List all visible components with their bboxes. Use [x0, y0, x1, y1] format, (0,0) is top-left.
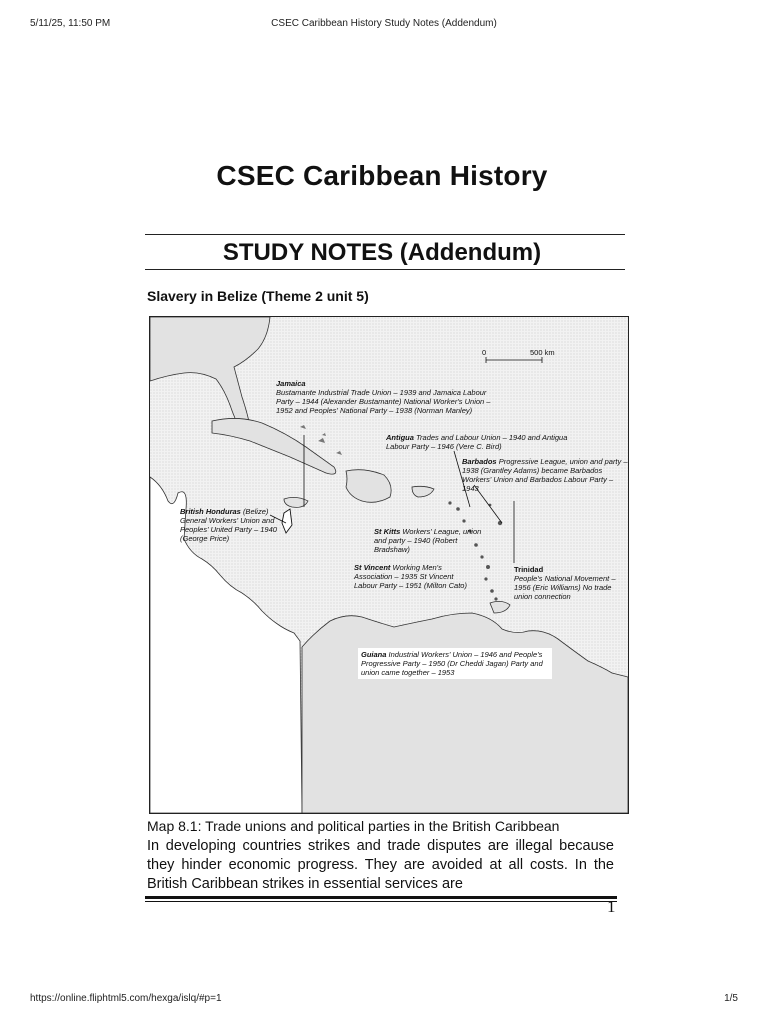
title-rule-top [145, 234, 625, 235]
map-label-st-vincent [354, 563, 474, 590]
print-footer [30, 993, 738, 1007]
map-label-barbados-name: Barbados [462, 457, 497, 466]
map-label-british-honduras [180, 507, 288, 543]
document-page [137, 42, 627, 957]
map-label-antigua [386, 433, 576, 451]
document-title: CSEC Caribbean History [216, 160, 548, 191]
map-label-st-kitts-name: St Kitts [374, 527, 401, 536]
map-label-jamaica [276, 379, 496, 415]
print-tab-title: CSEC Caribbean History Study Notes (Addendum) [271, 18, 497, 29]
map-label-british-honduras-name: British Honduras [180, 507, 241, 516]
footer-rule-thick [145, 896, 617, 899]
study-notes-title: STUDY NOTES (Addendum) [222, 239, 542, 266]
map-label-jamaica-text: Bustamante Industrial Trade Union – 1939 and Jamaica Labour Party – 1944 (Alexander Bustamante) National Worker's Union – 1952 and Peoples' National Party – 1938 (Norman Manley) [276, 388, 491, 415]
map-label-british-honduras-text: (Belize) General Workers' Union and Peoples' United Party – 1940 (George Price) [180, 507, 277, 543]
map-label-st-vincent-text: Working Men's Association – 1935 St Vincent Labour Party – 1951 (Milton Cato) [354, 563, 467, 590]
scale-distance: 500 km [530, 348, 555, 357]
map-label-st-kitts [374, 527, 484, 554]
map-label-st-kitts-text: Workers' League, union and party – 1940 (Robert Bradshaw) [374, 527, 482, 554]
section-heading: Slavery in Belize (Theme 2 unit 5) [147, 288, 369, 304]
map-label-trinidad-name: Trinidad [514, 565, 544, 574]
caribbean-map [149, 316, 629, 814]
map-label-st-vincent-name: St Vincent [354, 563, 391, 572]
map-label-trinidad [514, 565, 624, 601]
map-label-jamaica-name: Jamaica [276, 379, 306, 388]
map-label-barbados-text: Progressive League, union and party – 1938 (Grantley Adams) became Barbados Workers' Union and Barbados Labour Party – 1943 [462, 457, 628, 493]
map-label-guiana-name: Guiana [361, 650, 387, 659]
title-rule-bottom [145, 269, 625, 270]
map-label-barbados [462, 457, 629, 493]
print-page-indicator: 1/5 [724, 993, 738, 1004]
scale-zero: 0 [482, 348, 487, 357]
map-caption: Map 8.1: Trade unions and political parties in the British Caribbean [147, 818, 560, 834]
print-timestamp: 5/11/25, 11:50 PM [30, 18, 111, 29]
print-url[interactable]: https://online.fliphtml5.com/hexga/islq/#p=1 [30, 993, 222, 1004]
map-label-trinidad-text: People's National Movement – 1956 (Eric Williams) No trade union connection [514, 574, 616, 601]
map-label-guiana-text: Industrial Workers' Union – 1946 and People's Progressive Party – 1950 (Dr Cheddi Jagan) Party and union came together – 1953 [361, 650, 543, 677]
print-header [30, 18, 738, 32]
footer-rule-thin [145, 901, 617, 902]
map-label-antigua-text: Trades and Labour Union – 1940 and Antigua Labour Party – 1946 (Vere C. Bird) [386, 433, 568, 451]
body-paragraph: In developing countries strikes and trade disputes are illegal because they hinder economic progress. They are avoided at all costs. In the British Caribbean strikes in essential services are [147, 838, 614, 892]
page-number: 1 [607, 897, 616, 916]
map-label-antigua-name: Antigua [386, 433, 414, 442]
map-label-guiana [358, 648, 552, 679]
